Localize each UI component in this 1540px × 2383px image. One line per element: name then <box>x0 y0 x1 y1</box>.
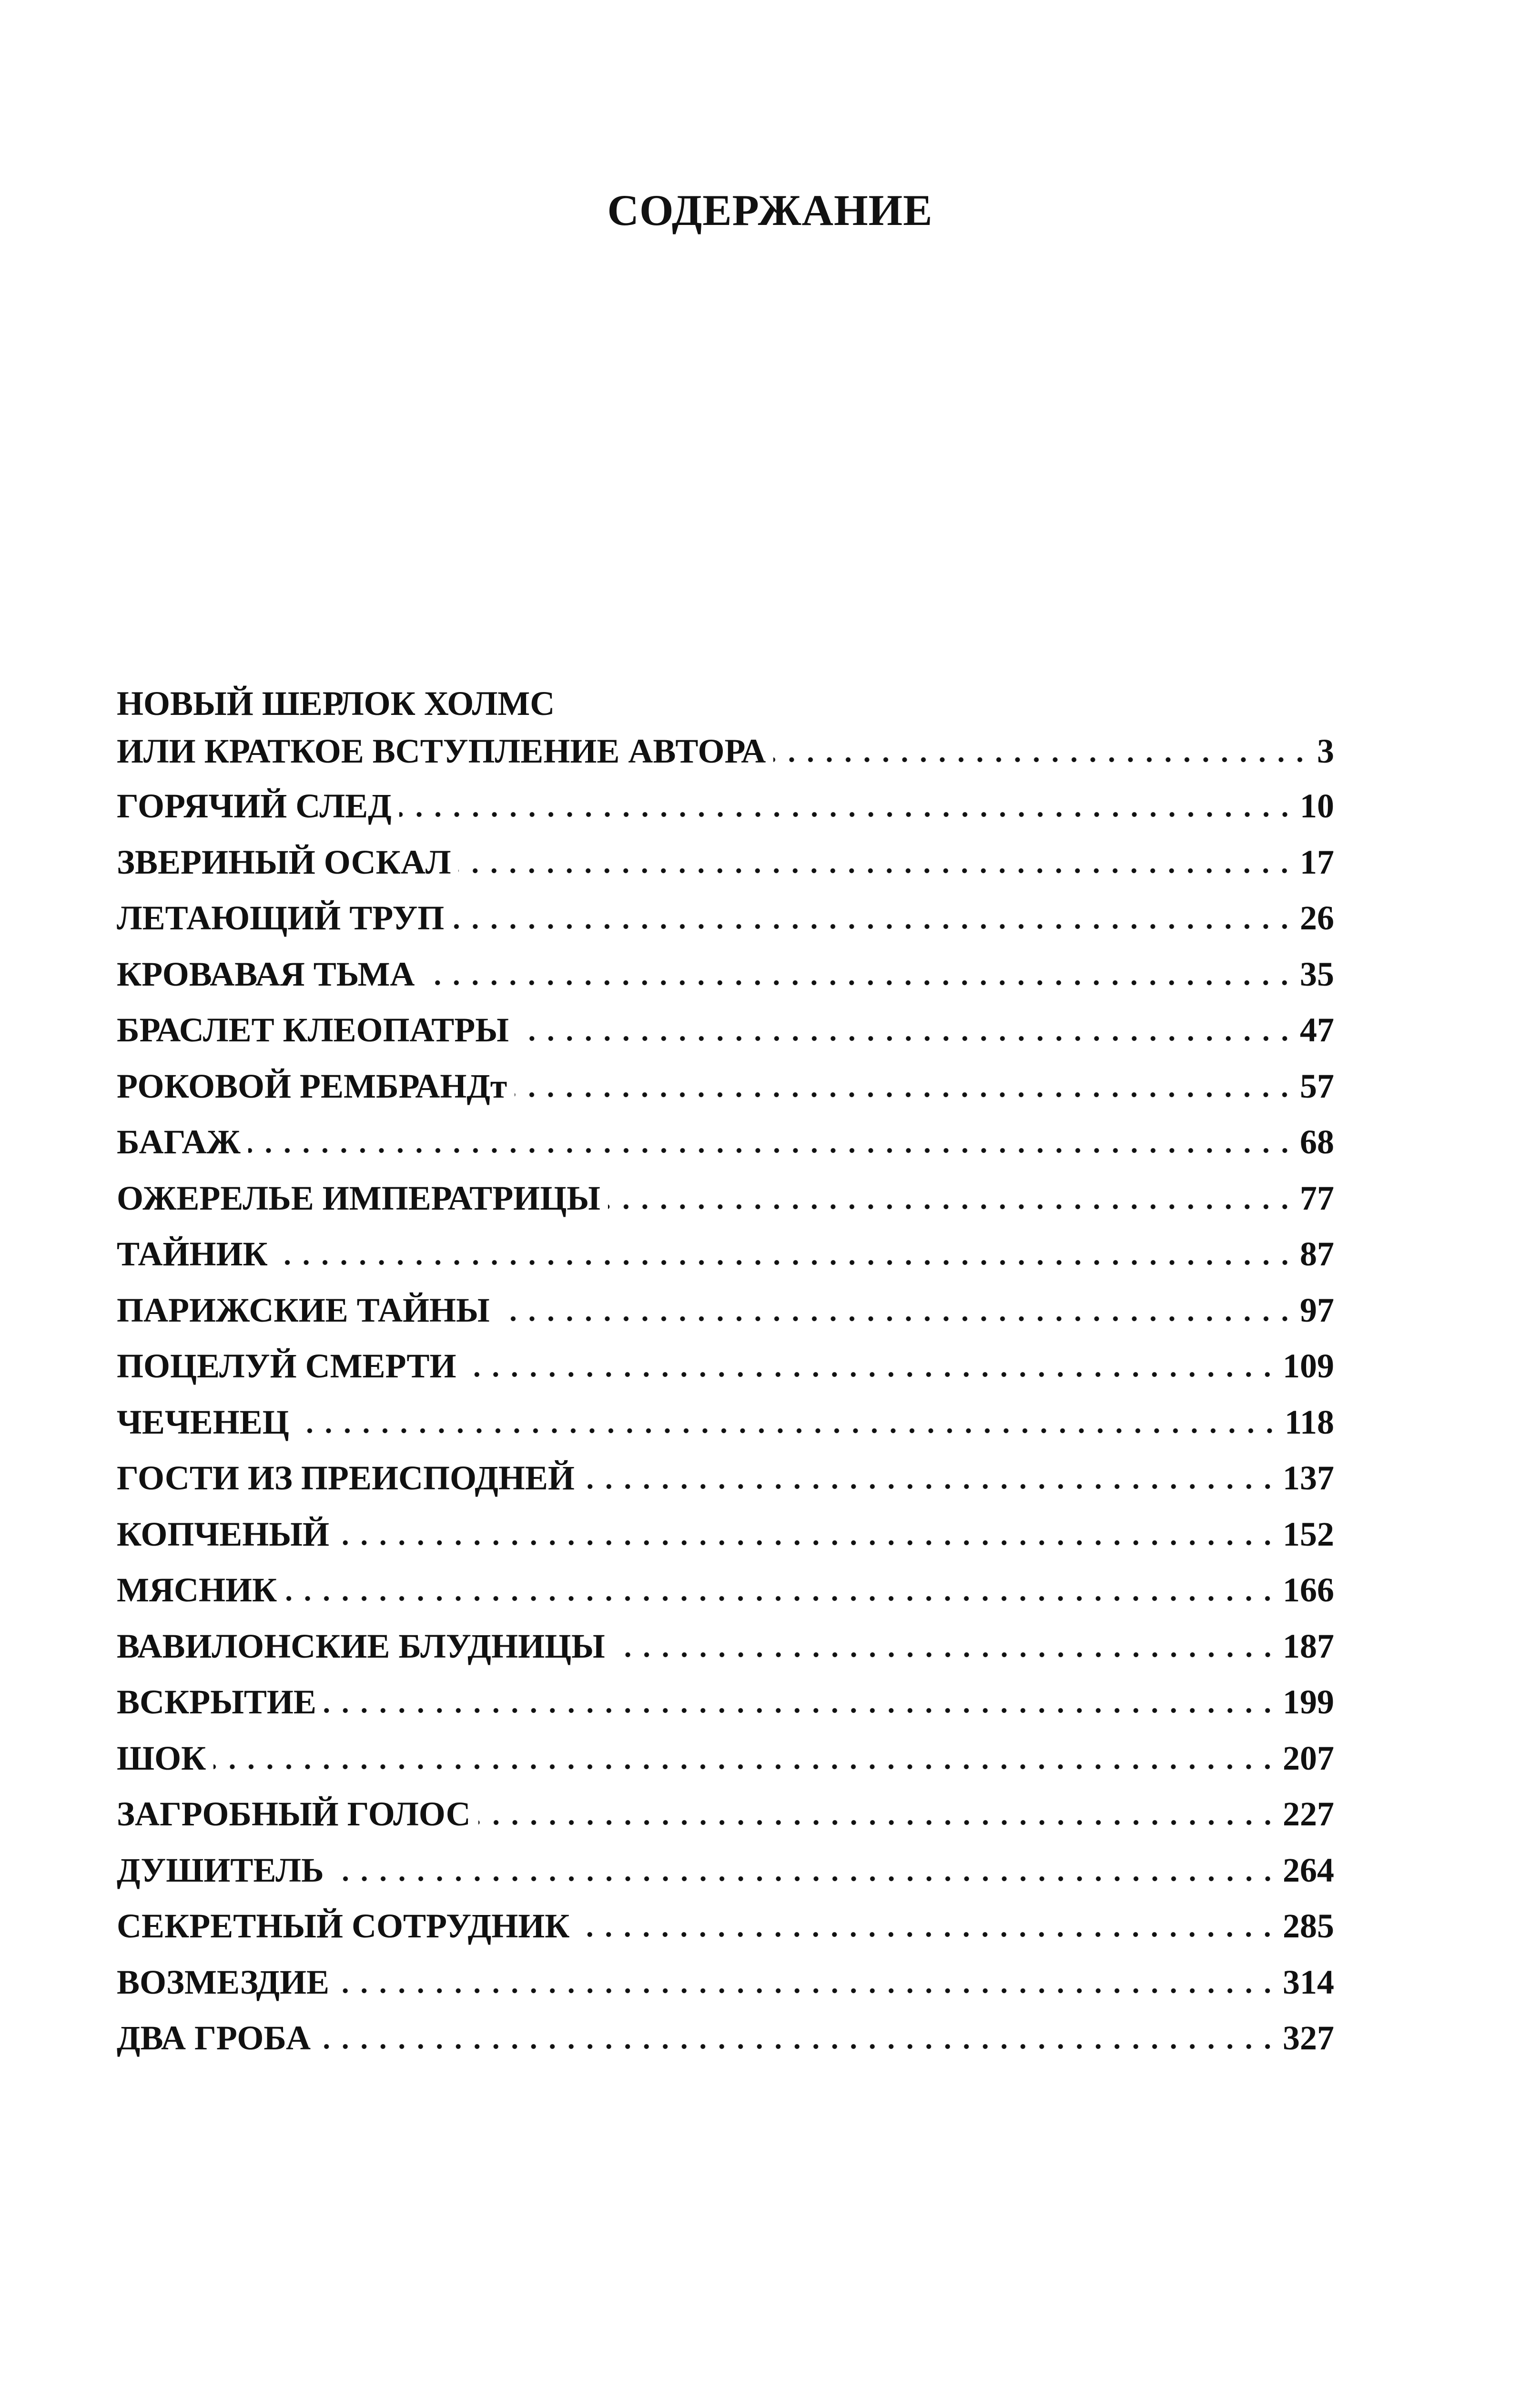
dot-leader <box>458 847 1294 876</box>
toc-entry-line <box>117 1069 1334 1103</box>
toc-entry-page: 87 <box>1300 1235 1334 1273</box>
toc-entry-page: 118 <box>1284 1403 1334 1441</box>
toc-entry-title: ИЛИ КРАТКОЕ ВСТУПЛЕНИЕ АВТОРА <box>117 732 766 770</box>
toc-entry-title: ЧЕЧЕНЕЦ <box>117 1403 289 1441</box>
dot-leader <box>297 1407 1279 1436</box>
toc-entry-title: ТАЙНИК <box>117 1235 268 1273</box>
toc-entry-line <box>117 1181 1334 1215</box>
toc-entry-line <box>117 1685 1334 1719</box>
toc-entry-page: 17 <box>1300 843 1334 881</box>
dot-leader <box>324 1687 1277 1715</box>
dot-leader <box>337 1519 1277 1548</box>
toc-entry-line <box>117 1461 1334 1495</box>
dot-leader <box>497 1295 1294 1324</box>
toc-entry-title: ДУШИТЕЛЬ <box>117 1851 324 1889</box>
dot-leader <box>478 1799 1277 1827</box>
toc-entry-page: 327 <box>1283 2019 1334 2057</box>
toc-entry <box>117 1349 1334 1405</box>
toc-entry-title: ДВА ГРОБА <box>117 2019 311 2057</box>
toc-entry-page: 285 <box>1283 1907 1334 1945</box>
toc-entry-page: 35 <box>1300 955 1334 993</box>
toc-entry-title: ГОСТИ ИЗ ПРЕИСПОДНЕЙ <box>117 1459 575 1497</box>
toc-entry <box>117 1965 1334 2021</box>
toc-entry <box>117 1125 1334 1181</box>
dot-leader <box>332 1855 1277 1884</box>
toc-entry-page: 3 <box>1317 732 1334 770</box>
dot-leader <box>452 903 1294 931</box>
toc-entry-line <box>117 957 1334 991</box>
table-of-contents <box>117 686 1334 2077</box>
toc-entry-line <box>117 1125 1334 1159</box>
toc-entry <box>117 1853 1334 1909</box>
toc-entry-title: БАГАЖ <box>117 1123 241 1161</box>
toc-entry-line <box>117 901 1334 935</box>
toc-entry-line <box>117 789 1334 823</box>
toc-entry-title: МЯСНИК <box>117 1571 277 1609</box>
toc-entry-line <box>117 1237 1334 1271</box>
dot-leader <box>248 1127 1294 1155</box>
toc-entry-line <box>117 1573 1334 1607</box>
toc-entry-line <box>117 1797 1334 1831</box>
toc-entry-page: 187 <box>1283 1627 1334 1665</box>
toc-entry-title: ГОРЯЧИЙ СЛЕД <box>117 787 392 825</box>
toc-entry-title: РОКОВОЙ РЕМБРАНДт <box>117 1067 507 1105</box>
toc-entry-page: 137 <box>1283 1459 1334 1497</box>
dot-leader <box>422 959 1294 988</box>
toc-entry-line <box>117 1013 1334 1047</box>
toc-entry-title: ОЖЕРЕЛЬЕ ИМПЕРАТРИЦЫ <box>117 1179 600 1217</box>
toc-entry <box>117 1685 1334 1741</box>
toc-entry-page: 68 <box>1300 1123 1334 1161</box>
toc-entry <box>117 1629 1334 1685</box>
dot-leader <box>773 736 1309 764</box>
toc-entry-page: 57 <box>1300 1067 1334 1105</box>
toc-entry-title: ПОЦЕЛУЙ СМЕРТИ <box>117 1347 456 1385</box>
toc-entry-page: 26 <box>1300 899 1334 937</box>
dot-leader <box>515 1071 1294 1100</box>
toc-entry-page: 314 <box>1283 1963 1334 2001</box>
toc-entry <box>117 1461 1334 1517</box>
toc-entry-title: ЛЕТАЮЩИЙ ТРУП <box>117 899 445 937</box>
dot-leader <box>399 791 1294 819</box>
toc-entry <box>117 957 1334 1013</box>
dot-leader <box>613 1631 1277 1660</box>
toc-entry <box>117 1909 1334 1965</box>
toc-entry <box>117 1741 1334 1797</box>
toc-entry-line <box>117 1853 1334 1887</box>
toc-entry-line <box>117 1349 1334 1383</box>
dot-leader <box>464 1351 1277 1379</box>
toc-entry-page: 77 <box>1300 1179 1334 1217</box>
dot-leader <box>577 1911 1277 1939</box>
toc-entry-page: 152 <box>1283 1515 1334 1553</box>
toc-entry-line <box>117 1909 1334 1943</box>
toc-entry-page: 166 <box>1283 1571 1334 1609</box>
toc-entry-title: ВАВИЛОНСКИЕ БЛУДНИЦЫ <box>117 1627 605 1665</box>
toc-entry-page: 97 <box>1300 1291 1334 1329</box>
toc-entry <box>117 2021 1334 2077</box>
dot-leader <box>318 2023 1277 2051</box>
toc-entry-page: 207 <box>1283 1739 1334 1777</box>
toc-entry-page: 47 <box>1300 1011 1334 1049</box>
toc-entry <box>117 1013 1334 1069</box>
toc-entry-page: 10 <box>1300 787 1334 825</box>
dot-leader <box>517 1015 1294 1043</box>
toc-entry-title: ВОЗМЕЗДИЕ <box>117 1963 330 2001</box>
toc-entry-line <box>117 1629 1334 1663</box>
toc-entry-line <box>117 845 1334 879</box>
toc-entry-line <box>117 1965 1334 1999</box>
toc-entry <box>117 1181 1334 1237</box>
dot-leader <box>284 1575 1277 1603</box>
toc-entry <box>117 686 1334 789</box>
dot-leader <box>337 1967 1277 1996</box>
toc-entry-title-line1: НОВЫЙ ШЕРЛОК ХОЛМС <box>117 684 555 723</box>
toc-entry-title: ЗВЕРИНЫЙ ОСКАЛ <box>117 843 451 881</box>
toc-entry-title: ПАРИЖСКИЕ ТАЙНЫ <box>117 1291 490 1329</box>
toc-entry <box>117 845 1334 901</box>
toc-entry <box>117 901 1334 957</box>
toc-entry-title: БРАСЛЕТ КЛЕОПАТРЫ <box>117 1011 509 1049</box>
toc-entry-title: ШОК <box>117 1739 206 1777</box>
toc-entry <box>117 1517 1334 1573</box>
dot-leader <box>582 1463 1277 1491</box>
toc-entry <box>117 1573 1334 1629</box>
toc-entry-page: 109 <box>1283 1347 1334 1385</box>
toc-entry <box>117 1797 1334 1853</box>
page-title: СОДЕРЖАНИЕ <box>607 186 933 234</box>
toc-entry-title: ЗАГРОБНЫЙ ГОЛОС <box>117 1795 471 1833</box>
toc-entry <box>117 1293 1334 1349</box>
dot-leader <box>213 1743 1277 1772</box>
toc-entry-title-first-line <box>117 686 1334 721</box>
toc-entry <box>117 789 1334 845</box>
toc-entry-line <box>117 1405 1334 1439</box>
toc-entry-line <box>117 734 1334 768</box>
toc-entry <box>117 1405 1334 1461</box>
toc-entry <box>117 1237 1334 1293</box>
toc-entry-line <box>117 2021 1334 2055</box>
toc-entry-title: ВСКРЫТИЕ <box>117 1683 316 1721</box>
toc-entry <box>117 1069 1334 1125</box>
toc-entry-title: СЕКРЕТНЫЙ СОТРУДНИК <box>117 1907 570 1945</box>
toc-entry-line <box>117 1741 1334 1775</box>
toc-entry-line <box>117 1293 1334 1327</box>
toc-entry-title: КРОВАВАЯ ТЬМА <box>117 955 415 993</box>
toc-entry-line <box>117 1517 1334 1551</box>
dot-leader <box>275 1239 1294 1267</box>
toc-entry-page: 199 <box>1283 1683 1334 1721</box>
dot-leader <box>608 1183 1294 1212</box>
toc-entry-page: 264 <box>1283 1851 1334 1889</box>
toc-entry-title: КОПЧЕНЫЙ <box>117 1515 329 1553</box>
toc-entry-page: 227 <box>1283 1795 1334 1833</box>
